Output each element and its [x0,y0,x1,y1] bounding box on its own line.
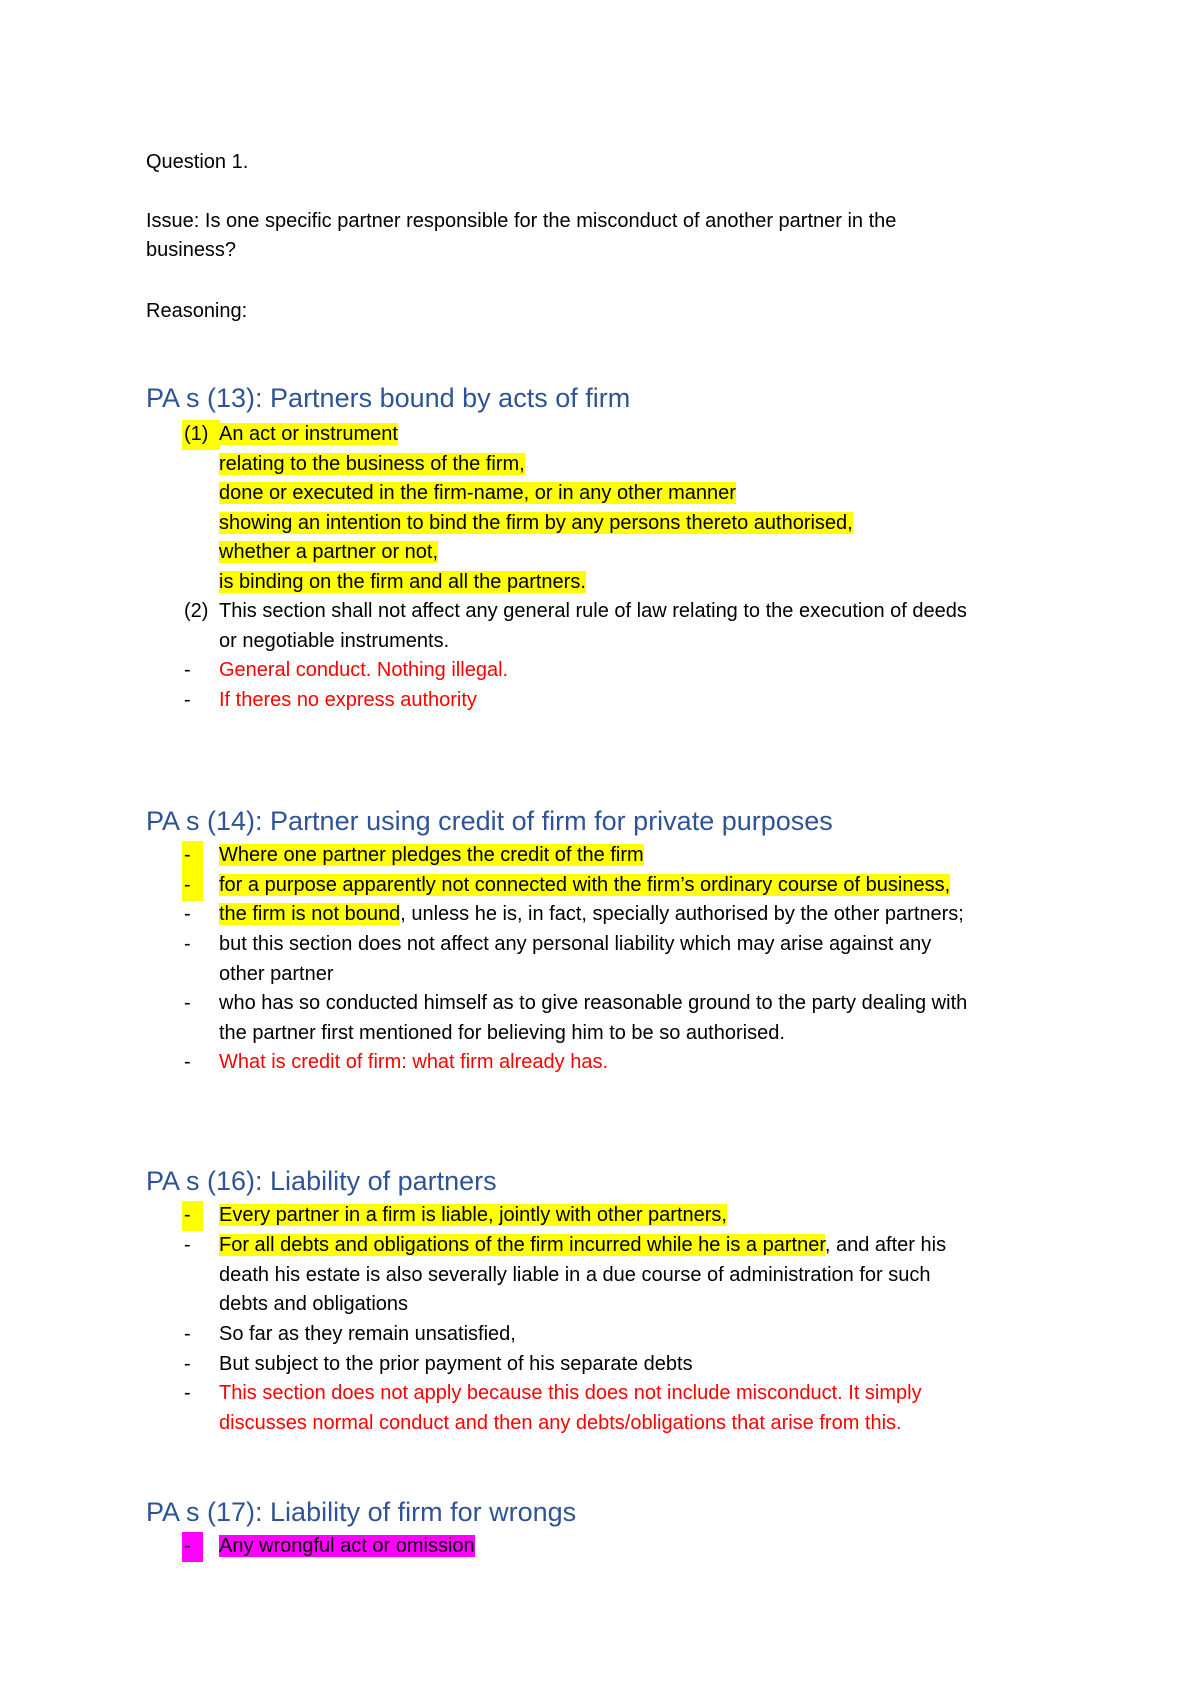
list-marker: - [184,903,191,925]
list-item-text: So far as they remain unsatisfied, [219,1323,516,1345]
list-marker: - [184,1323,191,1345]
highlighted-text: showing an intention to bind the firm by any persons thereto authorised, [219,511,853,534]
list-item-text: who has so conducted himself as to give reasonable ground to the party dealing with the partner first mentioned for believing him to be so authorised. [219,992,968,1044]
highlighted-text: Where one partner pledges the credit of the firm [219,844,644,866]
list-item-text [219,871,1064,901]
section-heading-s16: PA s (16): Liability of partners [146,1166,497,1196]
section-heading-s14: PA s (14): Partner using credit of firm for private purposes [146,806,833,836]
highlighted-text: whether a partner or not, [219,541,439,563]
list-item-text: For all debts and obligations of the firm incurred while he is a partner, and after his death his estate is also severally liable in a due course of administration for such debts and obligations [219,1234,947,1315]
list-item-text [219,420,1064,597]
highlighted-text: Any wrongful act or omission [219,1535,475,1557]
list-marker: - [184,1234,191,1256]
highlighted-text: Every partner in a firm is liable, jointly with other partners, [219,1204,727,1226]
issue-line: business? [146,239,237,261]
section-heading-s13: PA s (13): Partners bound by acts of firm [146,383,631,413]
list-item-text: But subject to the prior payment of his separate debts [219,1353,693,1375]
note-text: If theres no express authority [219,689,477,711]
highlighted-text: the firm is not bound [219,903,401,925]
highlighted-text: For all debts and obligations of the firm incurred while he is a partner [219,1234,825,1256]
highlighted-text: for a purpose apparently not connected with the firm’s ordinary course of business, [219,874,951,896]
list-marker: - [184,1353,191,1375]
list-marker: - [184,659,191,681]
issue-statement [146,207,1066,265]
list-marker: - [184,1382,191,1404]
list-marker: (2) [184,600,209,622]
highlighted-text: An act or instrument [219,423,398,445]
list-item-text: the firm is not bound, unless he is, in fact, specially authorised by the other partners; [219,903,964,925]
list-marker: - [184,1051,191,1073]
list-item-text [219,841,1064,871]
note-text: This section does not apply because this does not include misconduct. It simply discusses normal conduct and then any debts/obligations that arise from this. [219,1382,922,1434]
list-marker: - [182,871,203,901]
reasoning-label: Reasoning: [146,300,248,322]
list-item-text [219,1201,1064,1231]
issue-line: Issue: Is one specific partner responsible for the misconduct of another partner in the [146,210,897,232]
list-marker: - [182,1201,203,1231]
list-marker: - [184,992,191,1014]
list-marker: - [184,933,191,955]
list-item-text [219,1532,1064,1562]
highlighted-text: done or executed in the firm-name, or in any other manner [219,482,736,504]
note-text: General conduct. Nothing illegal. [219,659,509,681]
list-item-text: but this section does not affect any personal liability which may arise against any other partner [219,933,932,985]
question-title: Question 1. [146,151,249,173]
section-heading-s17: PA s (17): Liability of firm for wrongs [146,1497,577,1527]
highlighted-text: is binding on the firm and all the partners. [219,570,586,593]
note-text: What is credit of firm: what firm already has. [219,1051,609,1073]
highlighted-text: relating to the business of the firm, [219,452,525,475]
list-marker: - [184,689,191,711]
list-marker: - [182,1532,203,1562]
list-marker: (1) [182,420,220,450]
list-marker: - [182,841,203,871]
list-item-text: This section shall not affect any general rule of law relating to the execution of deeds or negotiable instruments. [219,600,967,652]
